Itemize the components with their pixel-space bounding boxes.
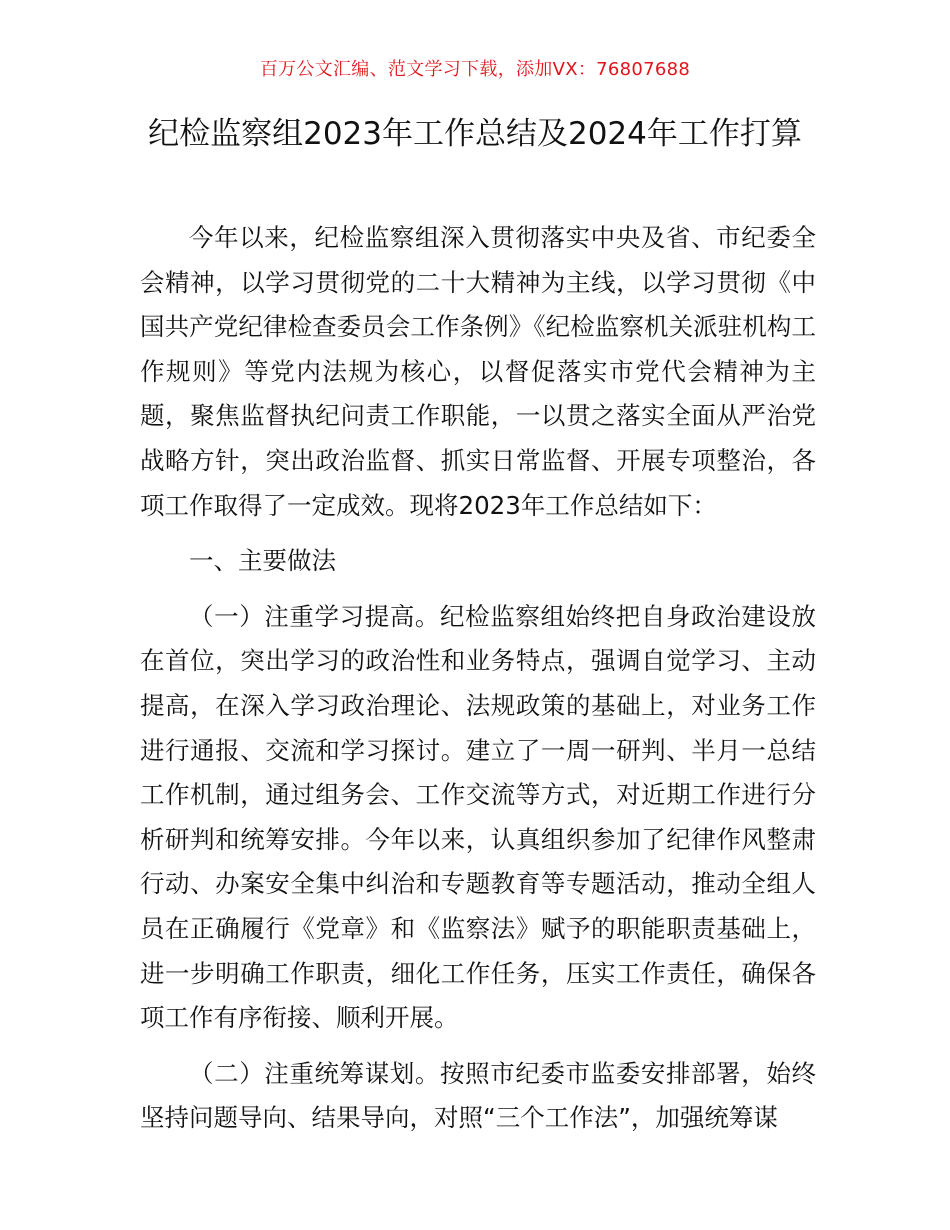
header-watermark-note: 百万公文汇编、范文学习下载，添加VX：76807688 [259, 59, 691, 80]
paragraph-study-improvement: （一）注重学习提高。纪检监察组始终把自身政治建设放在首位，突出学习的政治性和业务特点，强调自觉学习、主动提高，在深入学习政治理论、法规政策的基础上，对业务工作进行通报、交流和学习探讨。建立了一周一研判、半月一总结工作机制，通过组务会、工作交流等方式，对近期工作进行分析研判和统筹安排。今年以来，认真组织参加了纪律作风整肃行动、办案安全集中纠治和专题教育等专题活动，推动全组人员在正确履行《党章》和《监察法》赋予的职能职责基础上，进一步明确工作职责，细化工作任务，压实工作责任，确保各项工作有序衔接、顺利开展。 [140, 601, 816, 1033]
document-title: 纪检监察组2023年工作总结及2024年工作打算 [148, 116, 802, 152]
section-heading-main-practices: 一、主要做法 [189, 546, 336, 576]
paragraph-overall-planning: （二）注重统筹谋划。按照市纪委市监委安排部署，始终坚持问题导向、结果导向，对照“三个工作法”，加强统筹谋 [140, 1058, 816, 1133]
document-body [140, 216, 816, 1152]
intro-paragraph: 今年以来，纪检监察组深入贯彻落实中央及省、市纪委全会精神，以学习贯彻党的二十大精神为主线，以学习贯彻《中国共产党纪律检查委员会工作条例》《纪检监察机关派驻机构工作规则》等党内法规为核心，以督促落实市党代会精神为主题，聚焦监督执纪问责工作职能，一以贯之落实全面从严治党战略方针，突出政治监督、抓实日常监督、开展专项整治，各项工作取得了一定成效。现将2023年工作总结如下： [140, 223, 816, 520]
